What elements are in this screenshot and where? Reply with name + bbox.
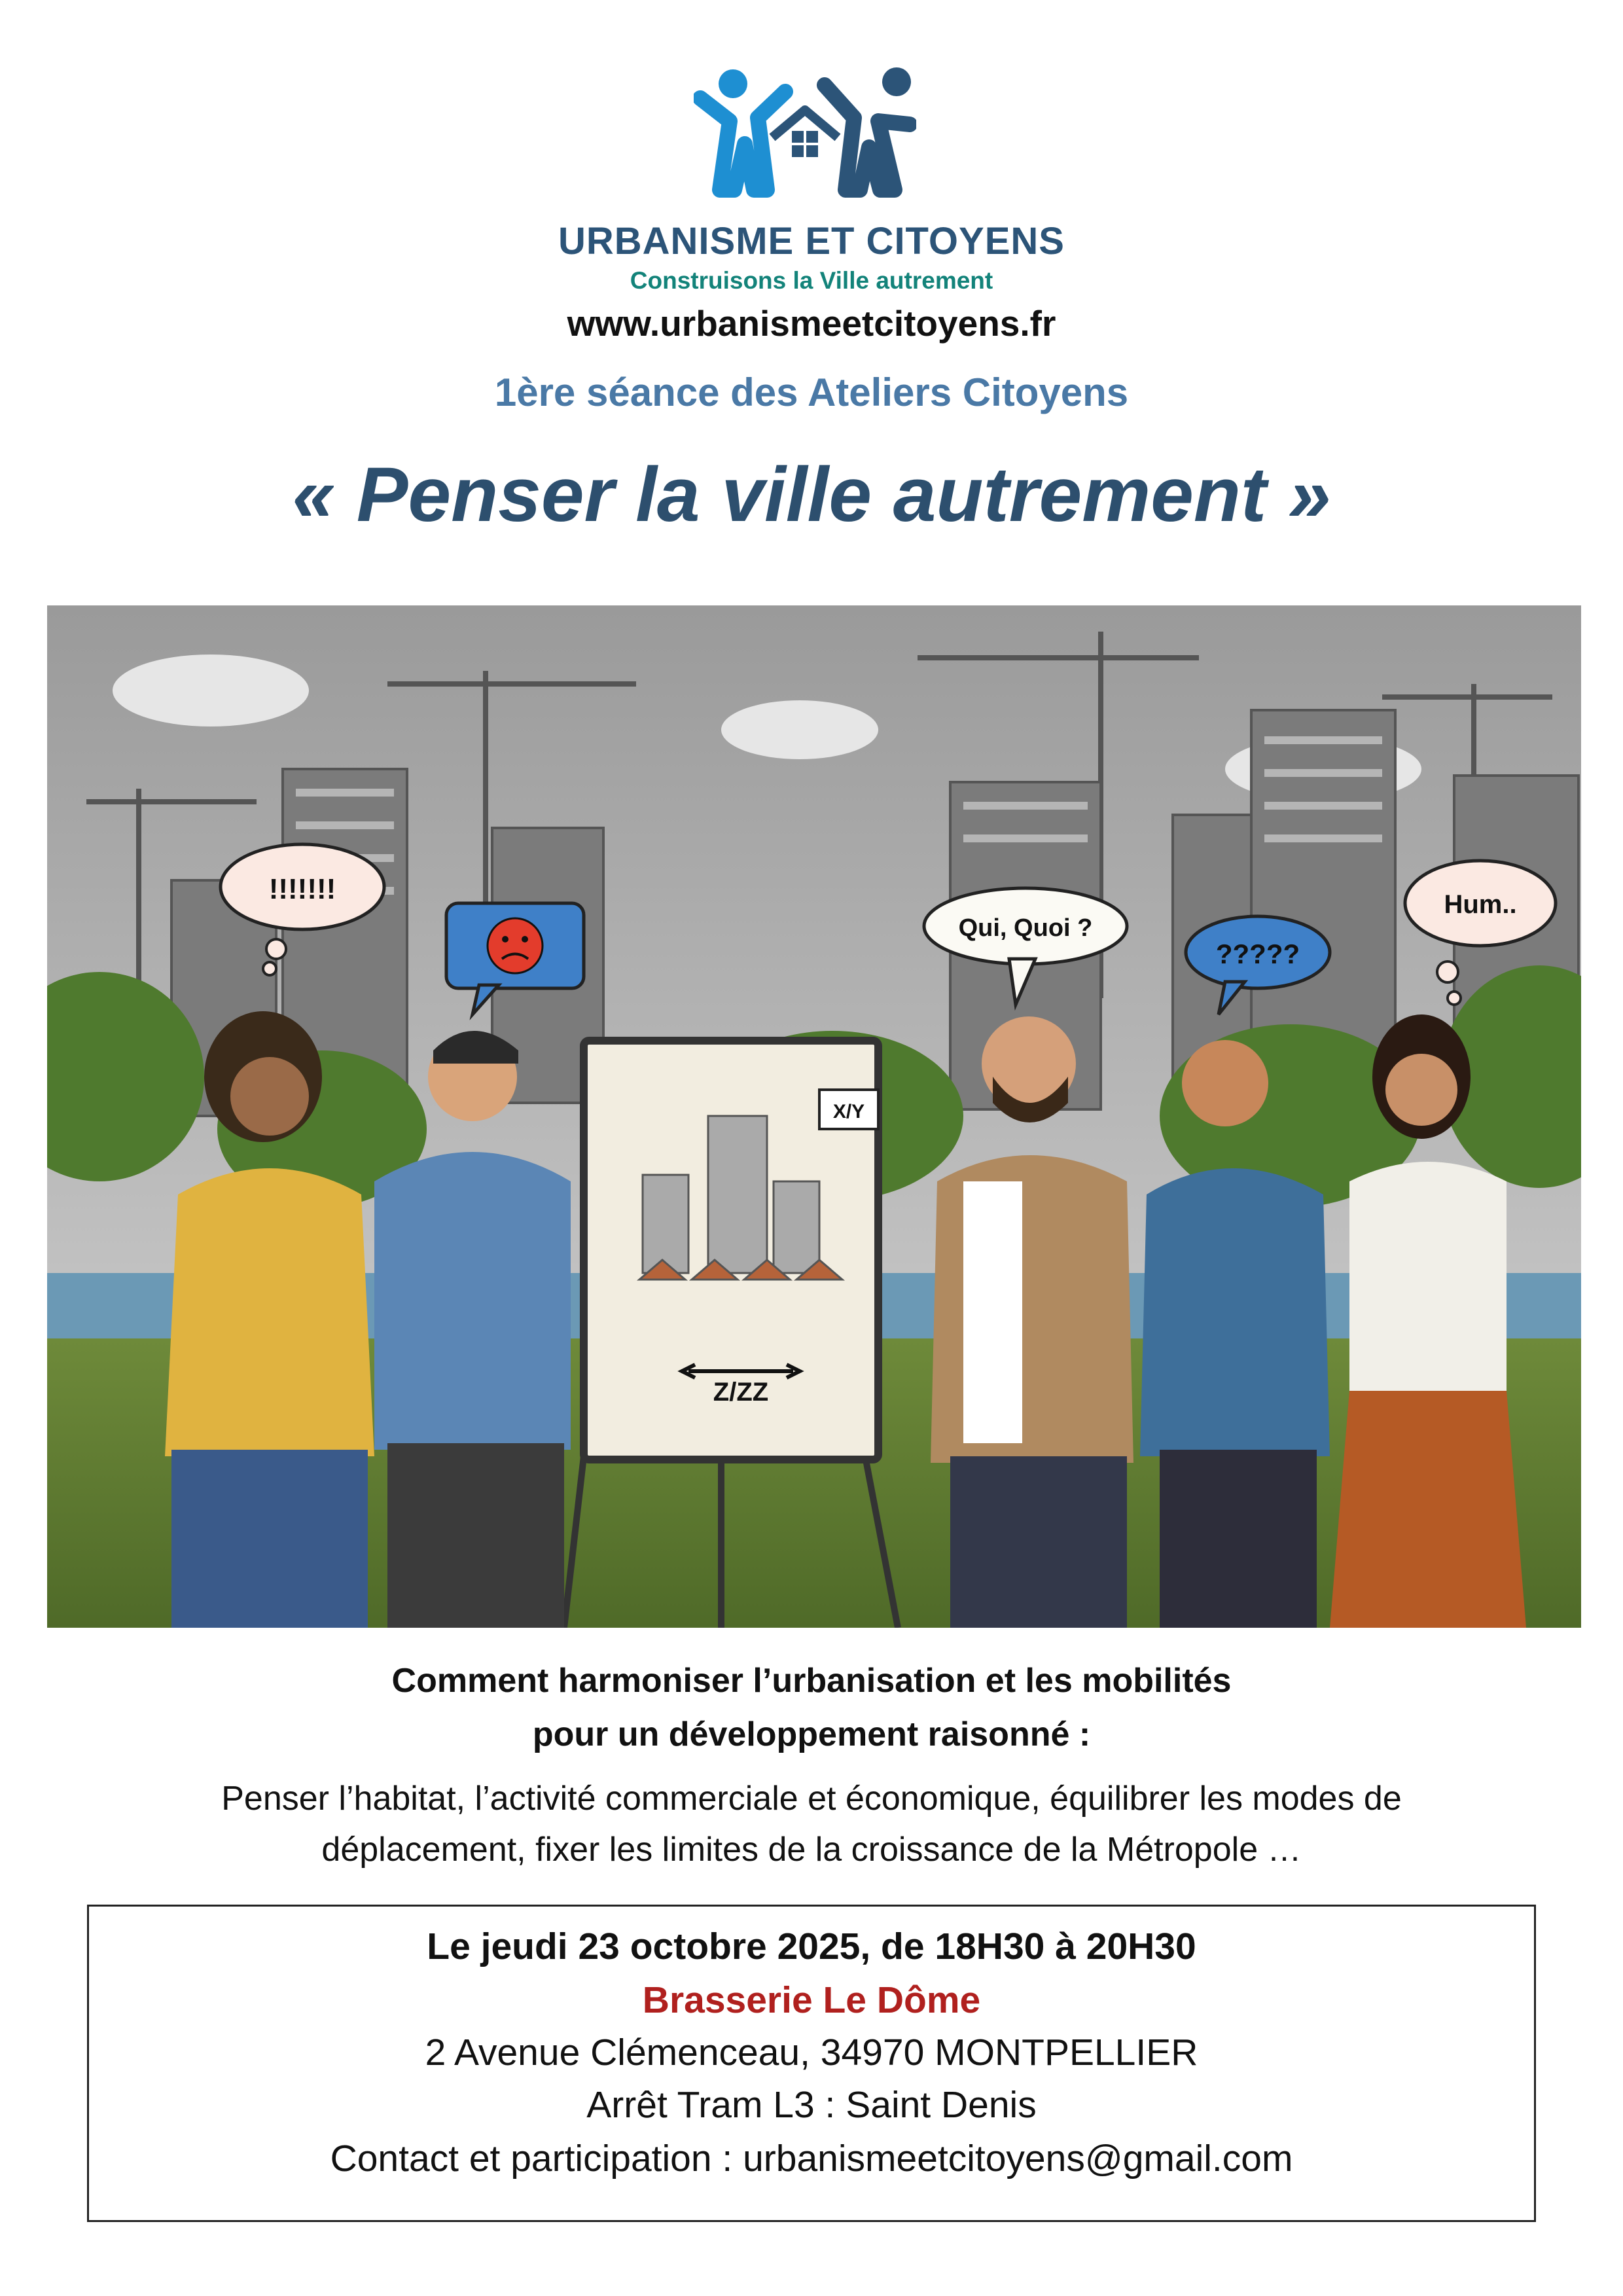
event-date: Le jeudi 23 octobre 2025, de 18H30 à 20H30 (427, 1926, 1196, 1967)
description-line-2: déplacement, fixer les limites de la croissance de la Métropole … (321, 1831, 1302, 1869)
event-info-box (87, 1905, 1536, 2222)
event-venue: Brasserie Le Dôme (642, 1979, 981, 2021)
event-address: 2 Avenue Clémenceau, 34970 MONTPELLIER (425, 2032, 1198, 2073)
description-line-1: Penser l’habitat, l’activité commerciale et économique, équilibrer les modes de (221, 1780, 1402, 1818)
board-label-xy: X/Y (832, 1101, 865, 1122)
question-line-1: Comment harmoniser l’urbanisation et les mobilités (391, 1662, 1232, 1700)
brand-tagline: Construisons la Ville autrement (630, 267, 993, 294)
event-contact[interactable]: Contact et participation : urbanismeetcitoyens@gmail.com (330, 2138, 1293, 2179)
angry-face-icon (488, 918, 543, 973)
main-title: « Penser la ville autrement » (292, 452, 1331, 538)
bubble-question-text: ????? (1215, 939, 1300, 969)
event-subtitle: 1ère séance des Ateliers Citoyens (494, 370, 1129, 414)
bubble-qui-quoi-text: Qui, Quoi ? (958, 914, 1093, 942)
workshop-illustration (47, 605, 1581, 1628)
people-house-logo-icon (694, 59, 916, 203)
bubble-hum-text: Hum.. (1444, 890, 1517, 919)
brand-name: URBANISME ET CITOYENS (558, 220, 1065, 262)
board-label-zz: Z/ZZ (713, 1378, 769, 1407)
event-tram-stop: Arrêt Tram L3 : Saint Denis (586, 2084, 1037, 2126)
bubble-exclaim-text: !!!!!!! (268, 873, 336, 905)
question-line-2: pour un développement raisonné : (532, 1715, 1091, 1753)
website-link[interactable]: www.urbanismeetcitoyens.fr (567, 303, 1056, 344)
